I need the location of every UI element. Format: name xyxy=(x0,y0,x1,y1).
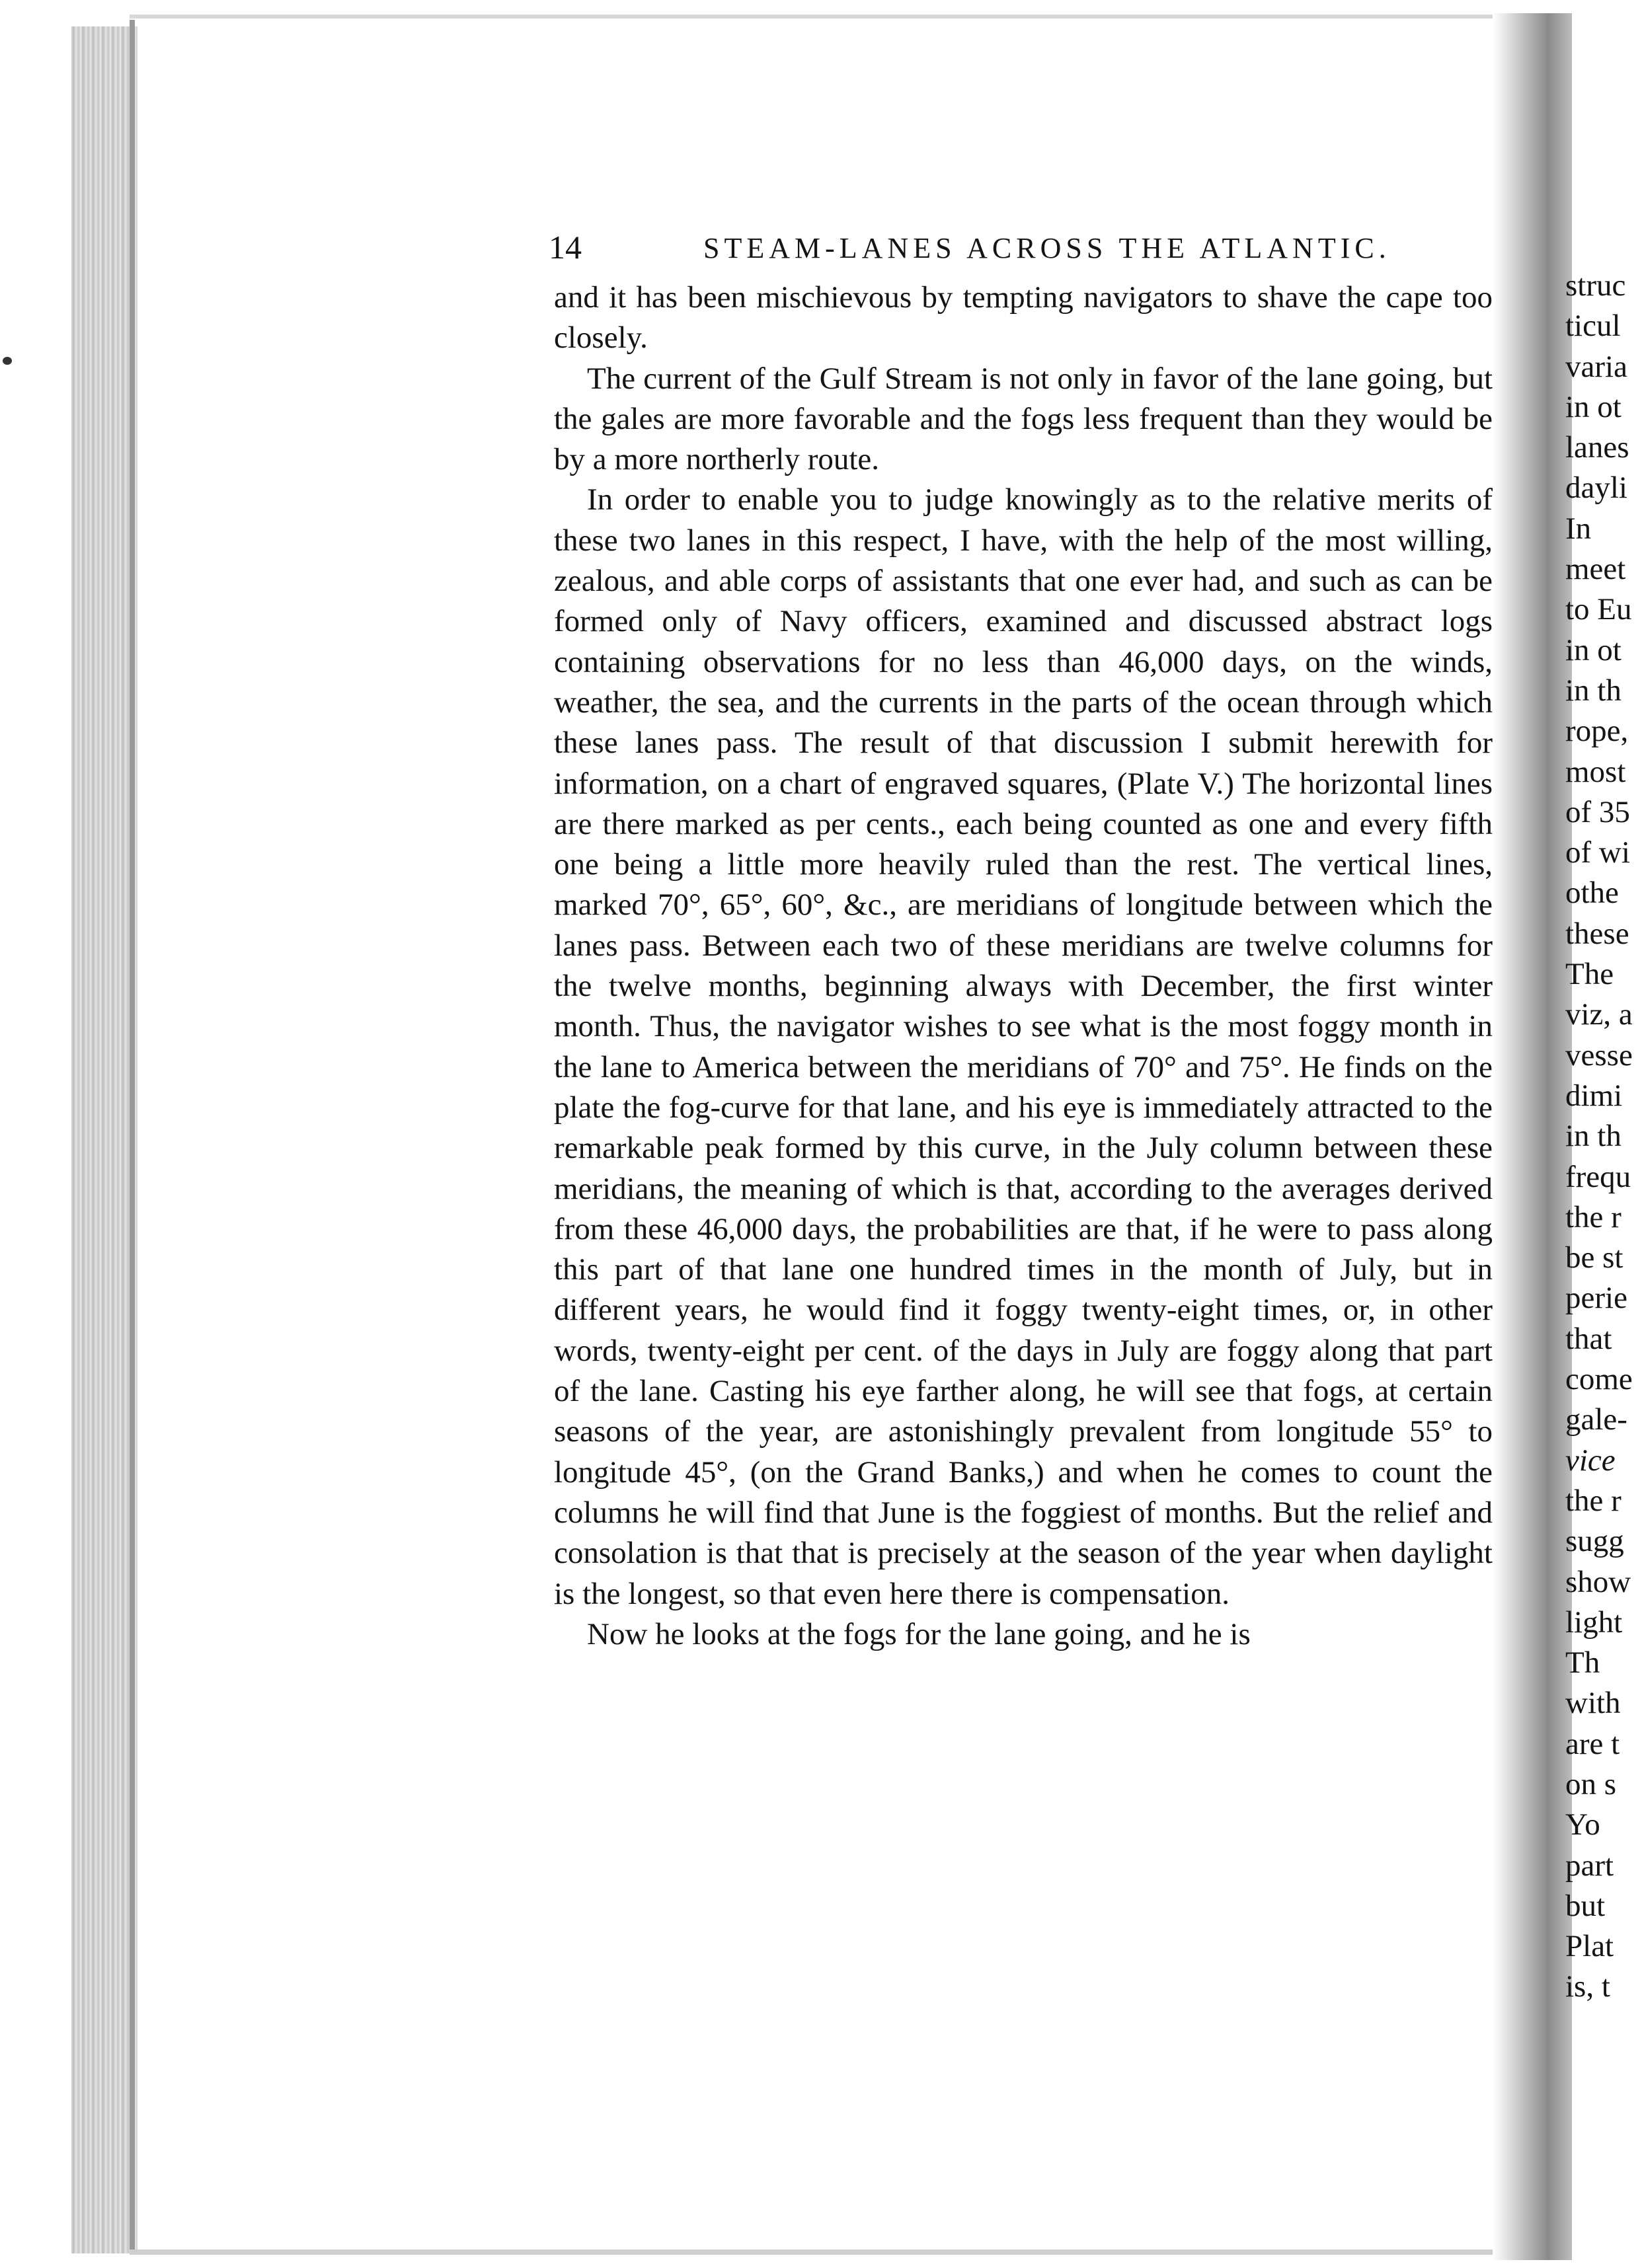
facing-line: frequ xyxy=(1565,1159,1631,1194)
scan-mark xyxy=(3,357,12,365)
facing-line: viz, a xyxy=(1565,997,1633,1032)
facing-line: in th xyxy=(1565,1119,1622,1154)
facing-line: are t xyxy=(1565,1726,1620,1761)
facing-line: meet xyxy=(1565,552,1626,587)
facing-line: with xyxy=(1565,1686,1621,1721)
facing-line: in ot xyxy=(1565,389,1622,424)
facing-line: Th xyxy=(1565,1645,1600,1681)
facing-line: the r xyxy=(1565,1199,1622,1234)
facing-line: Yo xyxy=(1565,1807,1600,1842)
facing-line: vesse xyxy=(1565,1038,1633,1073)
facing-line: the r xyxy=(1565,1483,1622,1518)
running-title xyxy=(546,231,1498,271)
facing-line: perie xyxy=(1565,1281,1627,1316)
facing-line: these xyxy=(1565,916,1629,951)
facing-line: light xyxy=(1565,1605,1623,1640)
facing-line: rope, xyxy=(1565,714,1629,749)
facing-line: but xyxy=(1565,1888,1606,1923)
page-bottom-edge xyxy=(130,2249,1511,2255)
page-number: 14 xyxy=(549,229,582,266)
facing-line: dayli xyxy=(1565,471,1627,506)
facing-line: of wi xyxy=(1565,835,1630,870)
facing-line: in th xyxy=(1565,673,1622,708)
facing-line: gale- xyxy=(1565,1402,1627,1437)
facing-line: sugg xyxy=(1565,1524,1624,1559)
facing-line: varia xyxy=(1565,349,1627,384)
facing-line: lanes xyxy=(1565,430,1629,465)
facing-line: that xyxy=(1565,1321,1612,1356)
facing-line: part xyxy=(1565,1848,1614,1883)
facing-line: struc xyxy=(1565,268,1626,303)
facing-line: to Eu xyxy=(1565,592,1632,627)
facing-line: The xyxy=(1565,957,1614,992)
facing-line: show xyxy=(1565,1564,1631,1599)
paragraph: In order to enable you to judge knowingly as to the relative merits of these two lanes in this respect, I have, with the help of the most willing, zealous, and able corps of assistants that one ever had, and such as can be formed only of Navy officers, examined and discussed abstract logs containing observations for no less than 46,000 days, on the winds, weather, the sea, and the currents in the parts of the ocean through which these lanes pass. The result of that discussion I submit herewith for information, on a chart of engraved squares, (Plate V.) The horizontal lines are there marked as per cents., each being counted as one and every fifth one being a little more heavily ruled than the rest. The vertical lines, marked 70°, 65°, 60°, &c., are meridians of longitude between which the lanes pass. Between each two of these meridians are twelve columns for the twelve months, beginning always with December, the first winter month. Thus, the navigator wishes to see what is the most foggy month in the lane to America between the meridians of 70° and 75°. He finds on the plate the fog-curve for that lane, and his eye is immediately attracted to the remarkable peak formed by this curve, in the July column between these meridians, the meaning of which is that, according to the averages derived from these 46,000 days, the probabilities are that, if he were to pass along this part of that lane one hundred times in the month of July, but in different years, he would find it foggy twenty-eight times, or, in other words, twenty-eight per cent. of the days in July are foggy along that part of the lane. Casting his eye farther along, he will see that fogs, at certain seasons of the year, are astonishingly prevalent from longitude 55° to longitude 45°, (on the Grand Banks,) and when he comes to count the columns he will find that June is the foggiest of months. But the relief and consolation is that that is precisely at the season of the year when daylight is the longest, so that even here there is compensation. xyxy=(554,482,1493,1611)
facing-line: vice xyxy=(1565,1443,1616,1478)
body-text xyxy=(554,278,1493,1655)
facing-line: on s xyxy=(1565,1766,1617,1801)
facing-line: be st xyxy=(1565,1240,1623,1275)
facing-line: dimi xyxy=(1565,1078,1623,1113)
facing-line: ticul xyxy=(1565,309,1621,344)
book-binding xyxy=(71,26,137,2253)
paragraph: and it has been mischievous by tempting navigators to shave the cape too closely. xyxy=(554,280,1493,356)
facing-line: Plat xyxy=(1565,1929,1614,1964)
running-title-text: STEAM-LANES ACROSS THE ATLANTIC. xyxy=(703,232,1391,264)
facing-page-fragment xyxy=(1565,266,1642,2116)
page-top-edge xyxy=(130,15,1511,19)
facing-line: in ot xyxy=(1565,632,1622,667)
facing-line: come xyxy=(1565,1362,1633,1397)
paragraph: Now he looks at the fogs for the lane going, and he is xyxy=(587,1616,1251,1651)
facing-line: In xyxy=(1565,511,1592,546)
facing-line: of 35 xyxy=(1565,794,1630,829)
paragraph: The current of the Gulf Stream is not only in favor of the lane going, but the gales are more favorable and the fogs less frequent than they would be by a more northerly route. xyxy=(554,361,1493,477)
gutter-shadow xyxy=(1493,13,1572,2260)
facing-line: is, t xyxy=(1565,1969,1610,2004)
facing-line: most xyxy=(1565,754,1626,789)
facing-line: othe xyxy=(1565,876,1619,911)
page-edge xyxy=(130,20,135,2253)
